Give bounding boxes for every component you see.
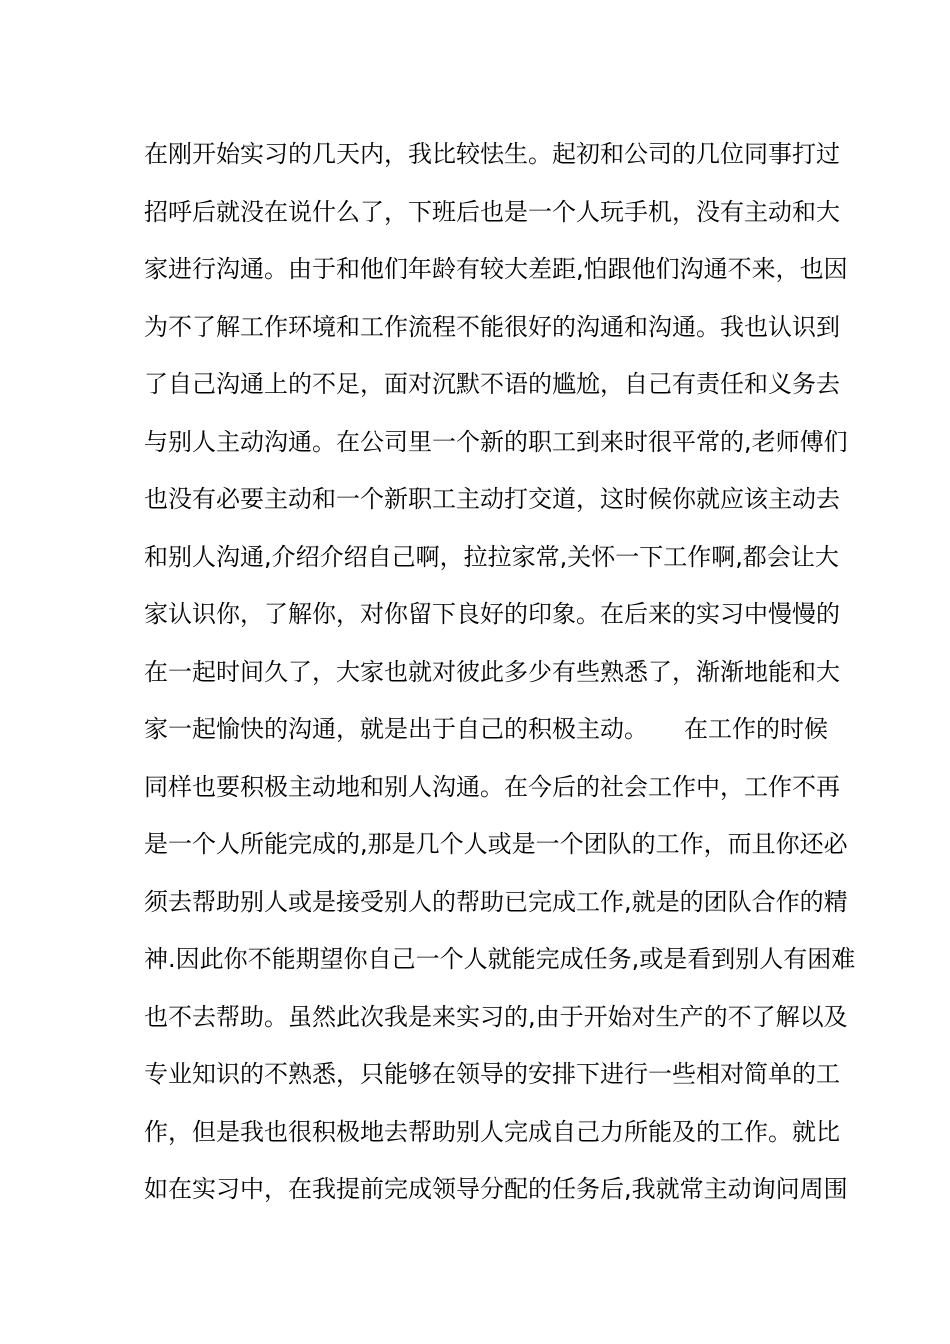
text-line: 在一起时间久了，大家也就对彼此多少有些熟悉了，渐渐地能和大 xyxy=(144,657,840,686)
text-line: 是一个人所能完成的,那是几个人或是一个团队的工作，而且你还必 xyxy=(144,830,848,858)
text-line: 了自己沟通上的不足，面对沉默不语的尴尬，自己有责任和义务去 xyxy=(144,370,840,398)
text-line: 同样也要积极主动地和别人沟通。在今后的社会工作中，工作不再 xyxy=(144,772,840,801)
text-line: 如在实习中，在我提前完成领导分配的任务后,我就常主动询问周围 xyxy=(144,1175,848,1203)
text-line: 也不去帮助。虽然此次我是来实习的,由于开始对生产的不了解以及 xyxy=(144,1002,848,1031)
body-paragraph xyxy=(144,126,856,1219)
text-line: 为不了解工作环境和工作流程不能很好的沟通和沟通。我也认识到 xyxy=(144,312,840,341)
text-line: 招呼后就没在说什么了，下班后也是一个人玩手机，没有主动和大 xyxy=(144,197,840,226)
text-line: 和别人沟通,介绍介绍自己啊，拉拉家常,关怀一下工作啊,都会让大 xyxy=(144,542,839,571)
text-line: 作，但是我也很积极地去帮助别人完成自己力所能及的工作。就比 xyxy=(144,1117,840,1146)
text-line: 家进行沟通。由于和他们年龄有较大差距,怕跟他们沟通不来，也因 xyxy=(144,255,848,283)
text-line: 也没有必要主动和一个新职工主动打交道，这时候你就应该主动去 xyxy=(144,485,840,513)
text-line: 专业知识的不熟悉，只能够在领导的安排下进行一些相对简单的工 xyxy=(144,1060,840,1088)
text-line: 神.因此你不能期望你自己一个人就能完成任务,或是看到别人有困难 xyxy=(144,945,856,973)
text-line: 在刚开始实习的几天内，我比较怯生。起初和公司的几位同事打过 xyxy=(144,140,840,168)
text-line: 家一起愉快的沟通，就是出于自己的积极主动。 在工作的时候 xyxy=(144,715,828,743)
text-line: 须去帮助别人或是接受别人的帮助已完成工作,就是的团队合作的精 xyxy=(144,887,848,916)
text-line: 家认识你，了解你，对你留下良好的印象。在后来的实习中慢慢的 xyxy=(144,600,840,628)
text-line: 与别人主动沟通。在公司里一个新的职工到来时很平常的,老师傅们 xyxy=(144,427,848,456)
